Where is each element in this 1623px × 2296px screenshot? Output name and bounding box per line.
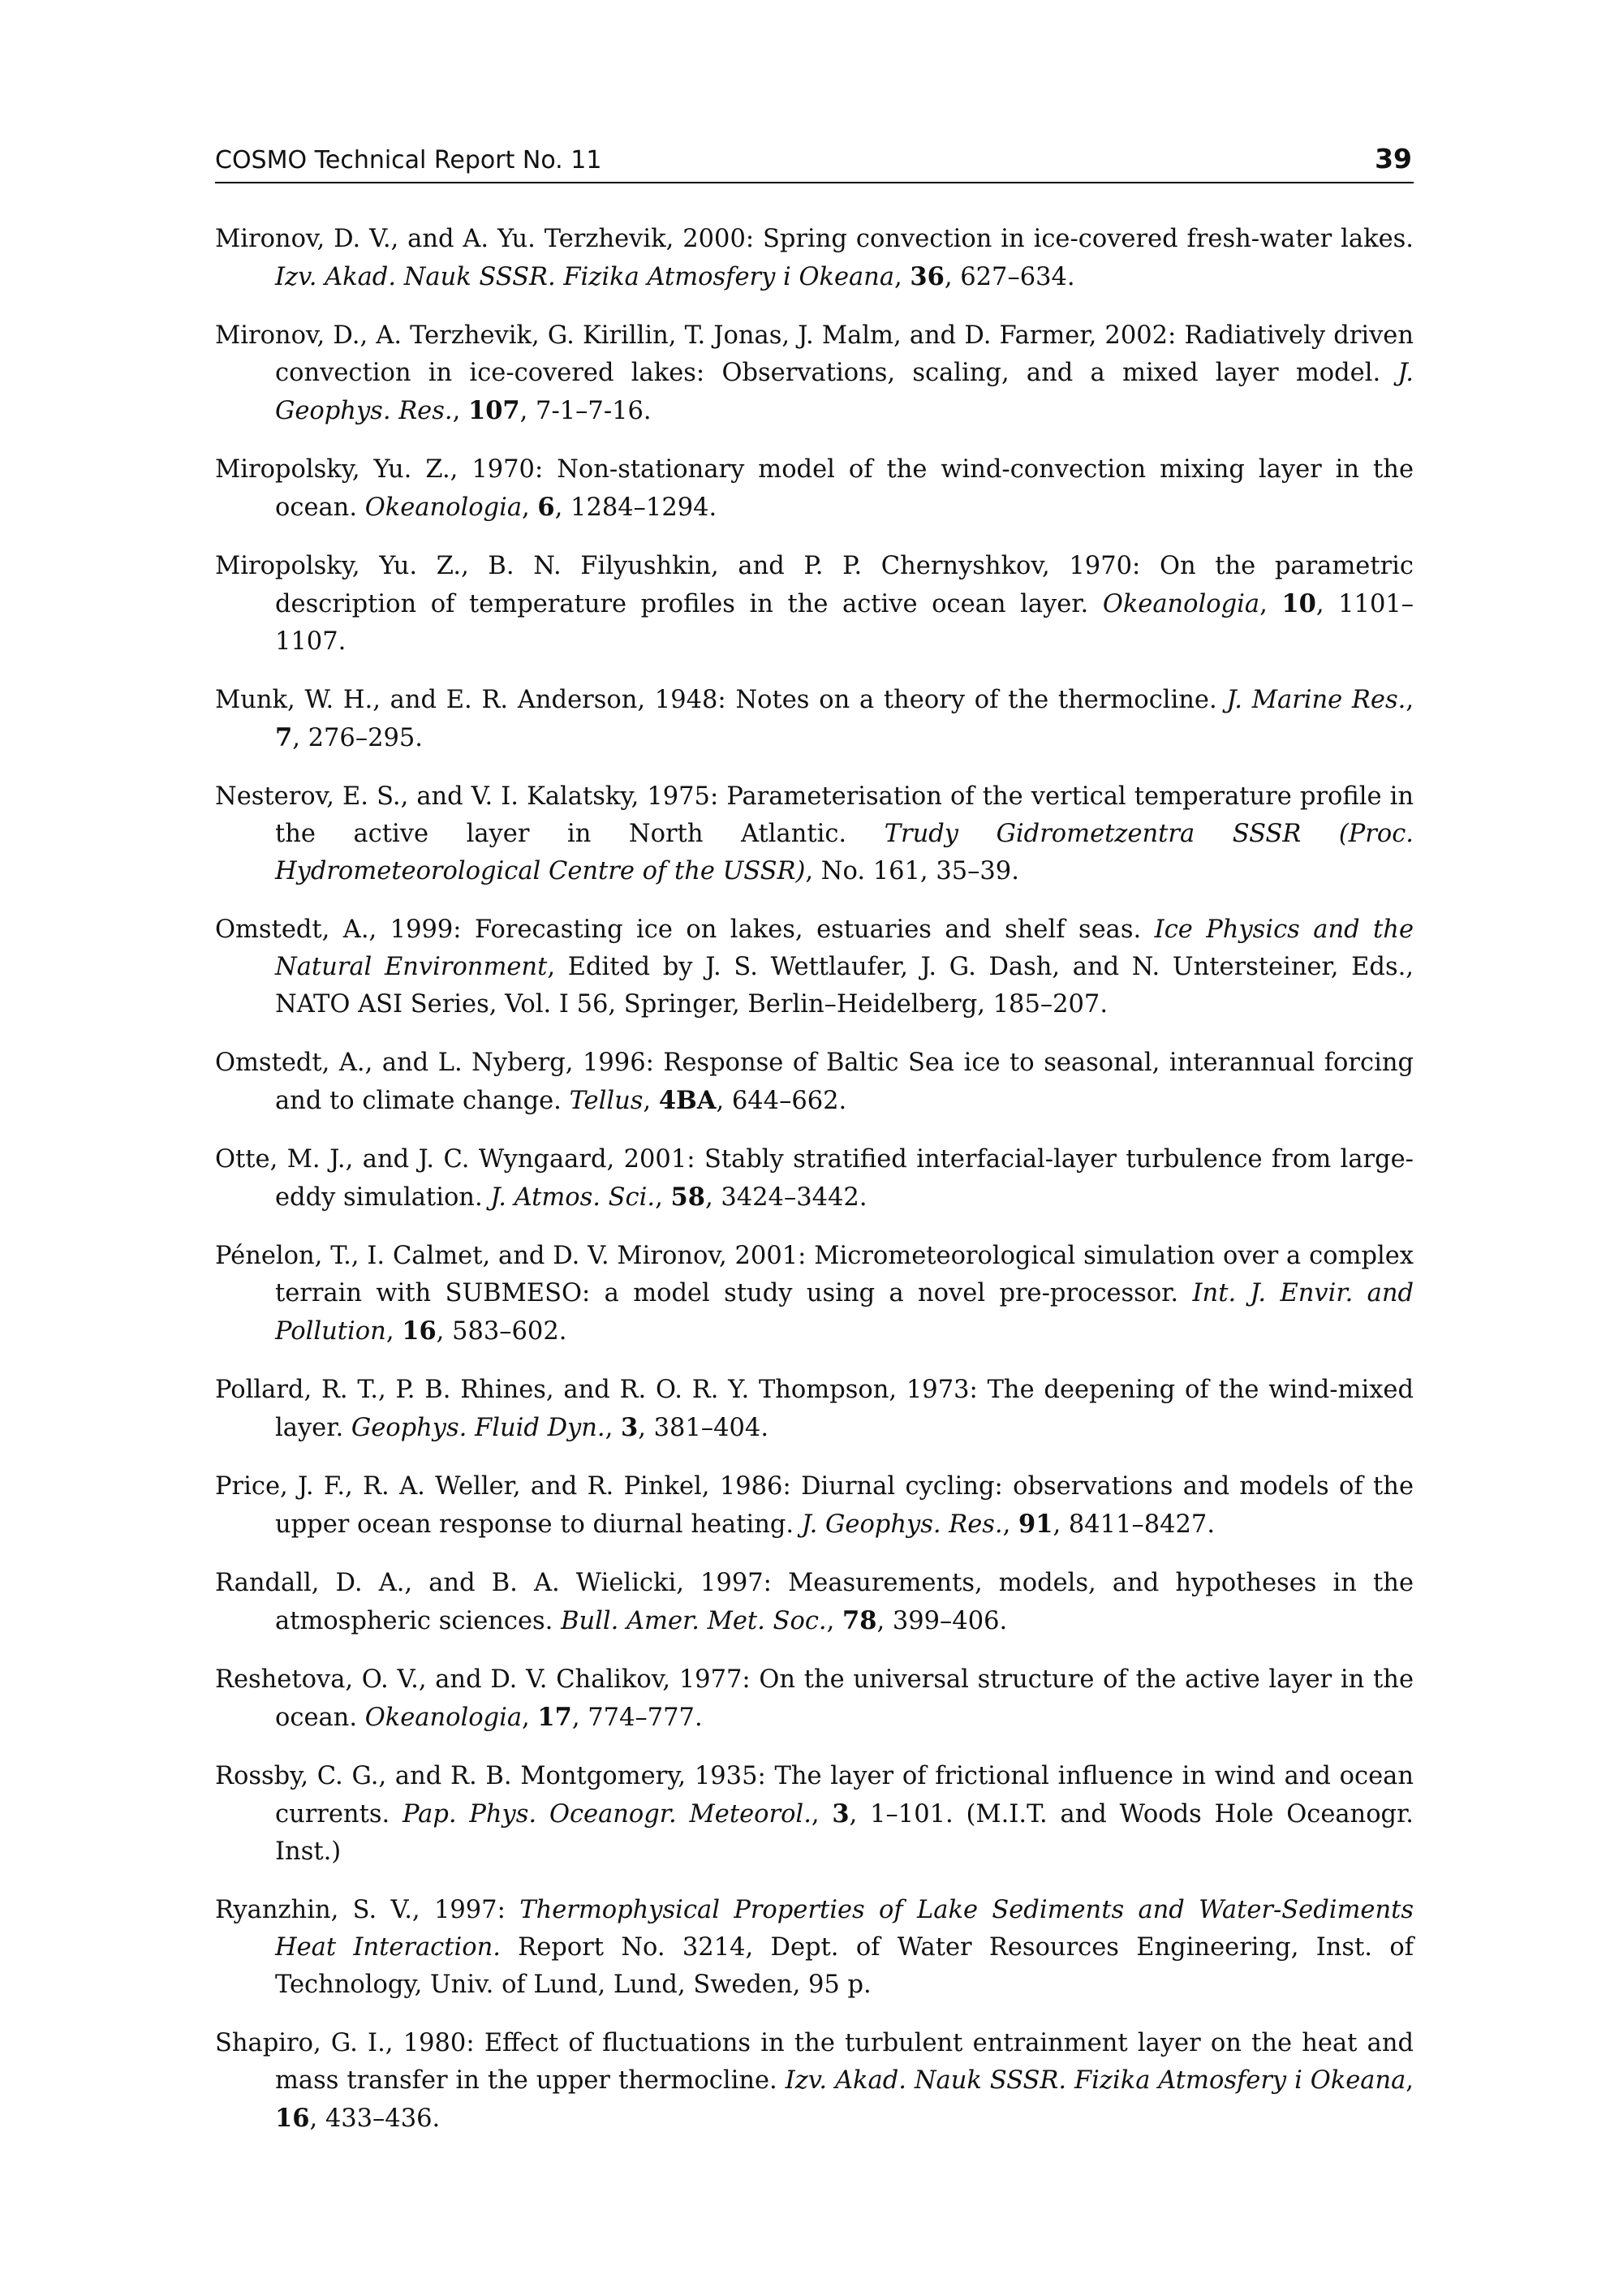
- reference-text: ,: [894, 263, 911, 291]
- reference-volume-bold: 16: [402, 1316, 437, 1346]
- reference-text: , 7-1–7-16.: [519, 397, 652, 425]
- reference-source-italic: Pap. Phys. Oceanogr. Meteorol.: [403, 1800, 812, 1829]
- reference-volume-bold: 4BA: [658, 1086, 717, 1115]
- reference-source-italic: Thermophysical Properties of Lake Sediments and Water-Sediments Heat Interaction.: [275, 1896, 1414, 1962]
- reference-entry: [215, 1661, 1414, 1737]
- reference-entry: [215, 1141, 1414, 1217]
- reference-text: Reshetova, O. V., and D. V. Chalikov, 1977: On the universal structure of the active layer in the ocean.: [215, 1665, 1414, 1732]
- reference-text: ,: [655, 1183, 671, 1212]
- reference-text: , Edited by J. S. Wettlaufer, J. G. Dash, and N. Untersteiner, Eds., NATO ASI Series, Vol. I 56, Springer, Berlin–Heidelberg, 185–207.: [275, 953, 1414, 1019]
- reference-text: , 627–634.: [944, 263, 1075, 291]
- reference-text: ,: [826, 1607, 842, 1635]
- reference-text: , 433–436.: [309, 2104, 441, 2133]
- reference-text: Nesterov, E. S., and V. I. Kalatsky, 1975: Parameterisation of the vertical temperature profile in the active layer in North Atlantic.: [215, 782, 1414, 848]
- reference-text: Miropolsky, Yu. Z., B. N. Filyushkin, and P. P. Chernyshkov, 1970: On the parametric description of temperature profiles in the active ocean layer.: [215, 552, 1414, 618]
- reference-entry: [215, 2025, 1414, 2138]
- reference-source-italic: Int. J. Envir. and Pollution: [275, 1279, 1414, 1346]
- reference-text: Otte, M. J., and J. C. Wyngaard, 2001: Stably stratified interfacial-layer turbulence from large-eddy simulation.: [215, 1145, 1414, 1212]
- reference-text: ,: [385, 1317, 403, 1346]
- reference-volume-bold: 3: [621, 1413, 639, 1442]
- reference-entry: [215, 1372, 1414, 1447]
- reference-text: Pénelon, T., I. Calmet, and D. V. Mironov, 2001: Micrometeorological simulation over a complex terrain with SUBMESO: a model study using a novel pre-processor.: [215, 1242, 1414, 1307]
- reference-text: , 1101–1107.: [275, 590, 1414, 656]
- reference-text: Mironov, D. V., and A. Yu. Terzhevik, 2000: Spring convection in ice-covered fresh-water lakes.: [215, 225, 1414, 253]
- reference-text: Shapiro, G. I., 1980: Effect of fluctuations in the turbulent entrainment layer on the heat and mass transfer in the upper thermocline.: [215, 2029, 1414, 2095]
- reference-text: , 381–404.: [638, 1414, 769, 1442]
- page-number: 39: [1375, 143, 1412, 174]
- reference-text: Randall, D. A., and B. A. Wielicki, 1997: Measurements, models, and hypotheses in the atmospheric sciences.: [215, 1569, 1414, 1635]
- reference-text: , No. 161, 35–39.: [805, 857, 1019, 885]
- reference-text: Mironov, D., A. Terzhevik, G. Kirillin, T. Jonas, J. Malm, and D. Farmer, 2002: Radiatively driven convection in ice-covered lakes: Observations, scaling, and a mixed layer model.: [215, 321, 1414, 387]
- reference-text: ,: [605, 1414, 622, 1442]
- reference-entry: [215, 1758, 1414, 1871]
- reference-volume-bold: 78: [842, 1606, 877, 1635]
- reference-entry: [215, 1045, 1414, 1120]
- reference-entry: [215, 682, 1414, 757]
- reference-source-italic: Okeanologia: [1102, 590, 1260, 618]
- reference-entry: [215, 221, 1414, 296]
- reference-volume-bold: 6: [537, 493, 555, 522]
- reference-text: ,: [522, 493, 538, 522]
- reference-source-italic: Trudy Gidrometzentra SSSR (Proc. Hydrometeorological Centre of the USSR): [275, 820, 1414, 885]
- reference-volume-bold: 107: [467, 396, 520, 425]
- reference-text: ,: [1259, 590, 1282, 618]
- reference-text: ,: [1406, 2066, 1414, 2095]
- reference-volume-bold: 7: [275, 723, 293, 752]
- reference-source-italic: Ice Physics and the Natural Environment: [275, 915, 1414, 981]
- reference-volume-bold: 3: [832, 1799, 850, 1829]
- reference-source-italic: Izv. Akad. Nauk SSSR. Fizika Atmosfery i Okeana: [275, 263, 895, 291]
- reference-volume-bold: 36: [910, 262, 945, 291]
- reference-text: , 583–602.: [436, 1317, 567, 1346]
- reference-text: , 3424–3442.: [704, 1183, 867, 1212]
- reference-source-italic: Izv. Akad. Nauk SSSR. Fizika Atmosfery i Okeana: [785, 2066, 1406, 2095]
- reference-entry: [215, 911, 1414, 1023]
- reference-entry: [215, 548, 1414, 661]
- reference-text: ,: [452, 397, 468, 425]
- reference-source-italic: Okeanologia: [364, 1704, 523, 1732]
- reference-text: ,: [522, 1704, 538, 1732]
- reference-volume-bold: 91: [1018, 1510, 1053, 1539]
- reference-entry: [215, 1238, 1414, 1350]
- reference-text: ,: [1002, 1510, 1018, 1539]
- reference-text: Munk, W. H., and E. R. Anderson, 1948: Notes on a theory of the thermocline.: [215, 686, 1227, 714]
- reference-volume-bold: 58: [670, 1182, 705, 1212]
- reference-source-italic: Bull. Amer. Met. Soc.: [561, 1607, 827, 1635]
- reference-volume-bold: 10: [1281, 589, 1316, 618]
- reference-entry: [215, 1892, 1414, 2004]
- reference-entry: [215, 1468, 1414, 1544]
- reference-text: , 399–406.: [876, 1607, 1008, 1635]
- reference-source-italic: Geophys. Fluid Dyn.: [351, 1414, 605, 1442]
- reference-text: , 1–101. (M.I.T. and Woods Hole Oceanogr. Inst.): [275, 1800, 1414, 1866]
- running-header: [215, 140, 1414, 183]
- reference-entry: [215, 778, 1414, 890]
- reference-text: , 276–295.: [292, 724, 423, 752]
- reference-text: Pollard, R. T., P. B. Rhines, and R. O. R. Y. Thompson, 1973: The deepening of the wind-mixed layer.: [215, 1376, 1414, 1442]
- reference-entry: [215, 317, 1414, 430]
- reference-list: [215, 221, 1414, 2159]
- reference-text: Miropolsky, Yu. Z., 1970: Non-stationary model of the wind-convection mixing layer in the ocean.: [215, 455, 1414, 522]
- reference-text: , 774–777.: [571, 1704, 703, 1732]
- reference-text: ,: [1406, 686, 1414, 714]
- reference-source-italic: J. Marine Res.: [1226, 686, 1406, 714]
- report-title: COSMO Technical Report No. 11: [215, 146, 602, 174]
- reference-source-italic: Okeanologia: [364, 493, 523, 522]
- reference-text: , 644–662.: [716, 1087, 847, 1115]
- reference-volume-bold: 16: [275, 2104, 310, 2133]
- reference-text: , 1284–1294.: [554, 493, 717, 522]
- reference-text: Ryanzhin, S. V., 1997:: [215, 1896, 520, 1924]
- reference-text: ,: [643, 1087, 659, 1115]
- reference-source-italic: J. Geophys. Res.: [275, 359, 1414, 425]
- reference-source-italic: J. Atmos. Sci.: [490, 1183, 656, 1212]
- reference-source-italic: Tellus: [569, 1087, 644, 1115]
- reference-volume-bold: 17: [537, 1703, 572, 1732]
- reference-source-italic: J. Geophys. Res.: [801, 1510, 1003, 1539]
- reference-text: Omstedt, A., 1999: Forecasting ice on lakes, estuaries and shelf seas.: [215, 915, 1155, 944]
- reference-text: , 8411–8427.: [1053, 1510, 1216, 1539]
- reference-text: ,: [811, 1800, 833, 1829]
- reference-entry: [215, 451, 1414, 527]
- reference-text: Omstedt, A., and L. Nyberg, 1996: Response of Baltic Sea ice to seasonal, interannual forcing and to climate change.: [215, 1049, 1414, 1115]
- reference-text: Report No. 3214, Dept. of Water Resources Engineering, Inst. of Technology, Univ. of Lund, Lund, Sweden, 95 p.: [275, 1933, 1414, 1999]
- reference-text: Rossby, C. G., and R. B. Montgomery, 1935: The layer of frictional influence in wind and ocean currents.: [215, 1762, 1414, 1829]
- reference-text: Price, J. F., R. A. Weller, and R. Pinkel, 1986: Diurnal cycling: observations and models of the upper ocean response to diurnal heating.: [215, 1472, 1414, 1539]
- reference-entry: [215, 1565, 1414, 1640]
